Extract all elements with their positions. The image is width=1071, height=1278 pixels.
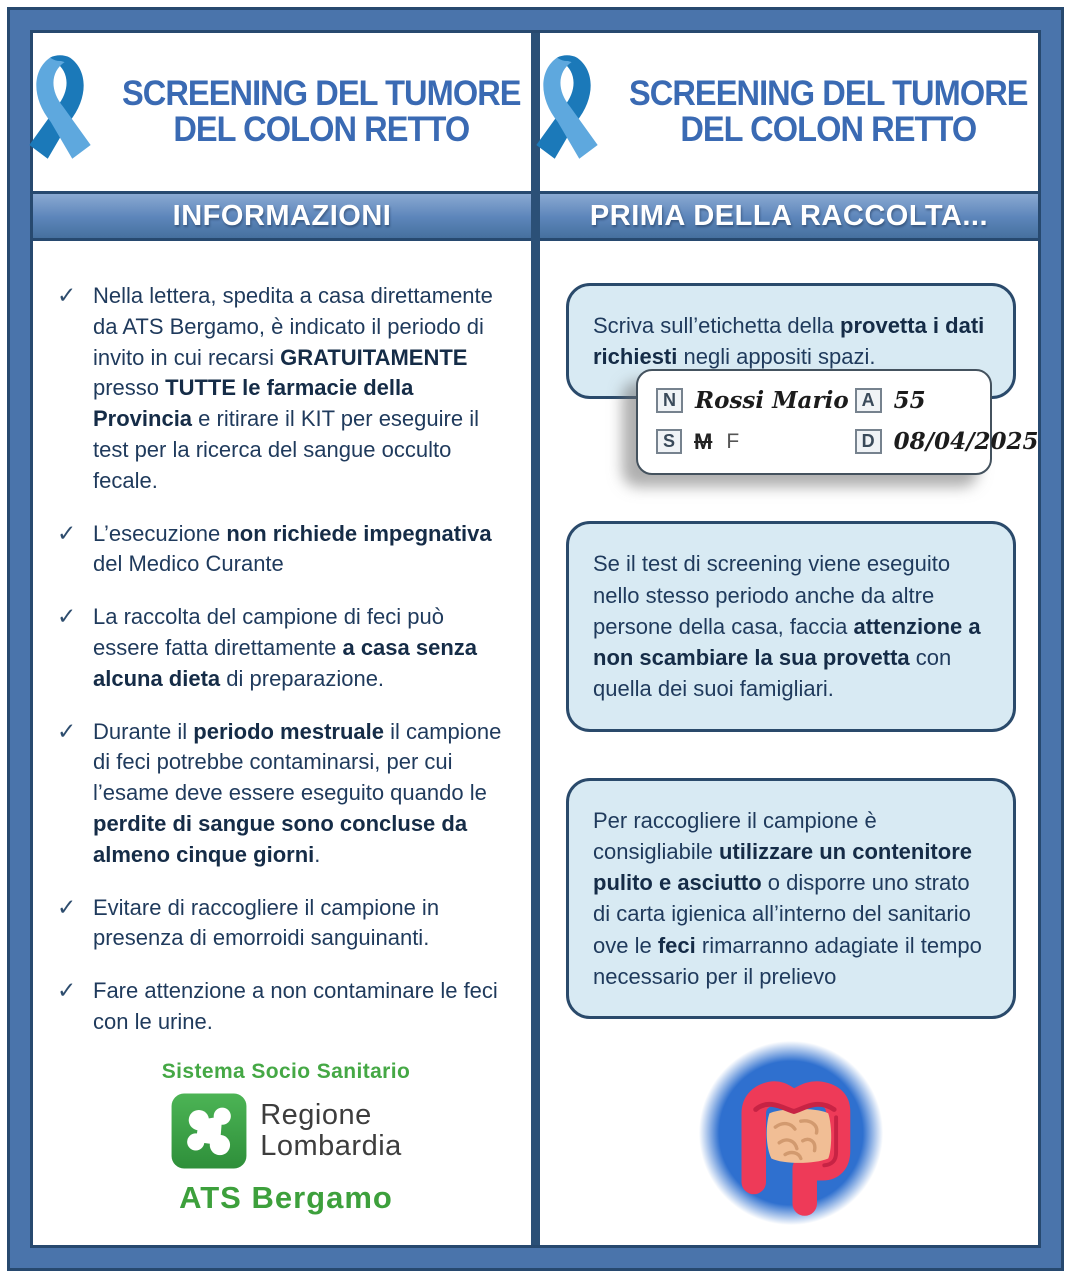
awareness-ribbon-icon xyxy=(521,50,613,174)
section-header-prima-della-raccolta xyxy=(540,191,1038,241)
section-header-label: INFORMAZIONI xyxy=(172,199,392,232)
label-field-age xyxy=(855,387,1039,414)
bullet-text: Evitare di raccogliere il campione in presenza di emorroidi sanguinanti. xyxy=(93,894,440,951)
check-icon: ✓ xyxy=(57,282,77,308)
sex-male-crossed: M xyxy=(694,428,713,454)
page-title-line1: SCREENING DEL TUMORE xyxy=(628,74,1028,114)
regione-line1: Regione xyxy=(260,1099,372,1132)
colon-intestine-icon xyxy=(693,1035,889,1231)
bullet-text: Durante il periodo mestruale il campione di feci potrebbe contaminarsi, per cui l’esame deve essere eseguito quando le perdite di sangue sono concluse da almeno cinque giorni. xyxy=(93,718,502,867)
bullet-text: Nella lettera, spedita a casa direttamente da ATS Bergamo, è indicato il periodo di invito in cui recarsi GRATUITAMENTE presso TUTTE le farmacie della Provincia e ritirare il KIT per eseguire il test per la ricerca del sangue occulto fecale. xyxy=(93,283,493,493)
list-item xyxy=(57,602,515,694)
handwriting-age: 55 xyxy=(893,387,926,415)
list-item xyxy=(57,893,515,955)
info-box-text: Scriva sull’etichetta della provetta i dati richiesti negli appositi spazi. xyxy=(593,313,985,370)
list-item xyxy=(57,976,515,1038)
inner-frame xyxy=(30,30,1041,1248)
list-item xyxy=(57,717,515,871)
label-fields xyxy=(656,387,1039,456)
regione-lombardia-logo xyxy=(57,1092,515,1170)
page-title-line2: DEL COLON RETTO xyxy=(173,110,469,149)
field-key-box-a: A xyxy=(855,388,882,413)
outer-frame xyxy=(7,7,1064,1271)
check-icon: ✓ xyxy=(57,603,77,630)
label-field-sex xyxy=(656,429,849,455)
info-box-text: Se il test di screening viene eseguito nello stesso periodo anche da altre persone della casa, faccia attenzione a non scambiare la sua provetta con quella dei suoi famigliari. xyxy=(593,551,981,702)
lombardia-logo-block xyxy=(57,1060,515,1216)
panel-divider xyxy=(531,33,540,1245)
informazioni-content xyxy=(33,241,531,1245)
label-card xyxy=(636,369,1039,475)
panel-prima-della-raccolta xyxy=(540,33,1038,1245)
panel-informazioni xyxy=(33,33,531,1245)
bullet-text: L’esecuzione non richiede impegnativa del Medico Curante xyxy=(93,520,492,577)
field-key-box-d: D xyxy=(855,429,882,454)
intestine-illustration-wrap xyxy=(566,1035,1016,1231)
section-header-label: PRIMA DELLA RACCOLTA... xyxy=(589,199,989,232)
check-icon: ✓ xyxy=(57,893,77,920)
sex-female: F xyxy=(726,429,740,453)
check-icon: ✓ xyxy=(57,717,77,744)
bullet-text: Fare attenzione a non contaminare le feci con le urine. xyxy=(93,978,498,1034)
list-item xyxy=(57,281,515,497)
field-key-box-s: S xyxy=(656,429,682,454)
handwriting-name: Rossi Mario xyxy=(695,387,849,415)
list-item xyxy=(57,519,515,581)
handwriting-date: 08/04/2025 xyxy=(893,428,1039,456)
check-icon: ✓ xyxy=(57,977,77,1004)
left-title-area xyxy=(33,33,531,191)
ats-bergamo-label: ATS Bergamo xyxy=(179,1179,393,1215)
regione-wordmark xyxy=(260,1100,402,1161)
checklist xyxy=(57,281,515,1038)
info-box-text: Per raccogliere il campione è consigliabile utilizzare un contenitore pulito e asciutto o disporre uno strato di carta igienica all’interno del sanitario ove le feci rimarranno adagiate il tempo necessario per il prelievo xyxy=(593,807,982,989)
page-title-line1: SCREENING DEL TUMORE xyxy=(121,74,521,114)
regione-line2: Lombardia xyxy=(260,1129,402,1162)
info-box-scambio-provetta xyxy=(566,521,1016,731)
right-title-area xyxy=(540,33,1038,191)
check-icon: ✓ xyxy=(57,519,77,546)
field-key-box-n: N xyxy=(656,388,683,413)
page-title xyxy=(629,76,1028,147)
raccolta-content xyxy=(540,241,1038,1245)
info-box-contenitore xyxy=(566,778,1016,1019)
rosa-camuna-icon xyxy=(170,1092,248,1170)
page-title-line2: DEL COLON RETTO xyxy=(680,110,976,149)
page-title xyxy=(122,76,521,147)
awareness-ribbon-icon xyxy=(14,50,106,174)
sistema-socio-sanitario-label: Sistema Socio Sanitario xyxy=(161,1059,411,1083)
section-header-informazioni xyxy=(33,191,531,241)
bullet-text: La raccolta del campione di feci può essere fatta direttamente a casa senza alcuna dieta di preparazione. xyxy=(93,604,478,691)
label-field-name xyxy=(656,387,849,414)
label-field-date xyxy=(855,428,1039,455)
